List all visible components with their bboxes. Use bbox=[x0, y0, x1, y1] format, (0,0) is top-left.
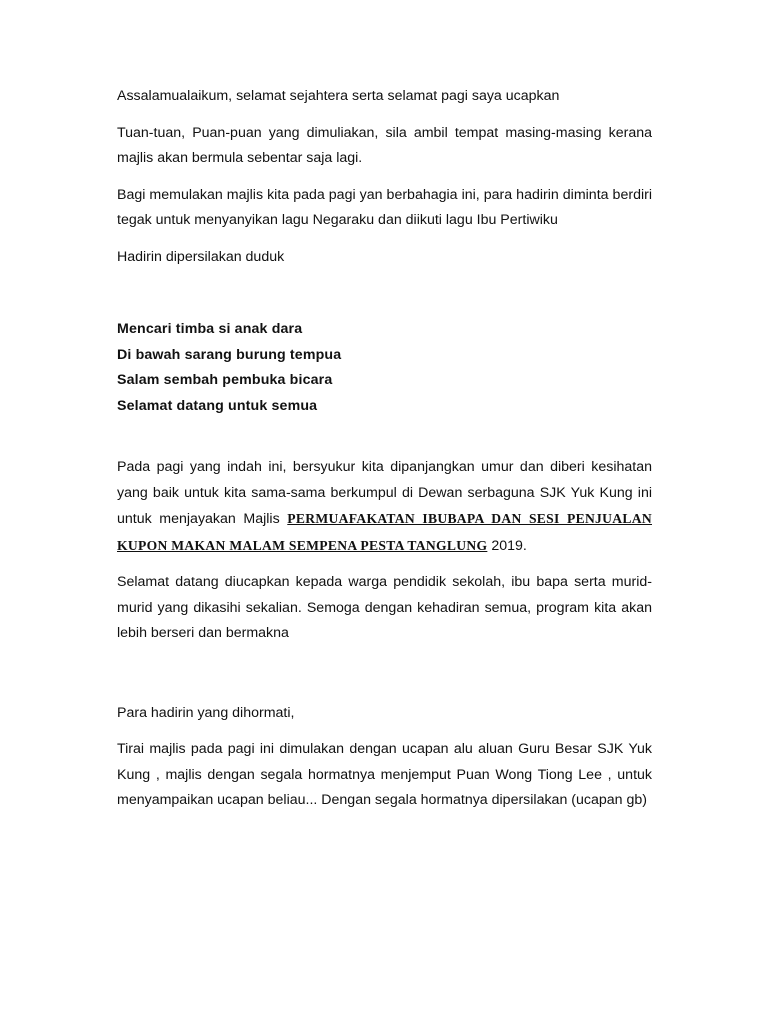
greeting-paragraph: Assalamualaikum, selamat sejahtera serta selamat pagi saya ucapkan bbox=[117, 88, 560, 104]
event-title: PERMUAFAKATAN IBUBAPA DAN SESI PENJUALAN KUPON MAKAN MALAM SEMPENA PESTA TANGLUNG bbox=[117, 511, 652, 553]
honoured-guests-paragraph: Para hadirin yang dihormati, bbox=[117, 704, 295, 721]
pantun-line: Mencari timba si anak dara bbox=[117, 321, 303, 337]
pantun-verse bbox=[117, 317, 652, 419]
seating-paragraph: Tuan-tuan, Puan-puan yang dimuliakan, sila ambil tempat masing-masing kerana majlis akan bermula sebentar saja lagi. bbox=[117, 124, 652, 166]
event-paragraph bbox=[117, 455, 652, 559]
document-page bbox=[117, 84, 652, 814]
speech-invitation-paragraph: Tirai majlis pada pagi ini dimulakan dengan ucapan alu aluan Guru Besar SJK Yuk Kung , majlis dengan segala hormatnya menjemput Puan Wong Tiong Lee , untuk menyampaikan ucapan beliau... Dengan segala hormatnya dipersilakan (ucapan gb) bbox=[117, 741, 652, 808]
pantun-line: Selamat datang untuk semua bbox=[117, 397, 318, 414]
event-intro-text: Pada pagi yang indah ini, bersyukur kita dipanjangkan umur dan diberi kesihatan yang baik untuk kita sama-sama berkumpul di Dewan serbaguna SJK Yuk Kung ini untuk menjayakan Majlis bbox=[117, 459, 652, 527]
anthem-paragraph: Bagi memulakan majlis kita pada pagi yan berbahagia ini, para hadirin diminta berdiri tegak untuk menyanyikan lagu Negaraku dan diikuti lagu Ibu Pertiwiku bbox=[117, 186, 652, 228]
event-year-text: 2019. bbox=[491, 537, 527, 554]
pantun-line: Di bawah sarang burung tempua bbox=[117, 346, 342, 363]
welcome-paragraph: Selamat datang diucapkan kepada warga pendidik sekolah, ibu bapa serta murid-murid yang dikasihi sekalian. Semoga dengan kehadiran semua, program kita akan lebih berseri dan bermakna bbox=[117, 574, 652, 641]
pantun-line: Salam sembah pembuka bicara bbox=[117, 372, 333, 388]
sit-down-paragraph: Hadirin dipersilakan duduk bbox=[117, 248, 285, 265]
